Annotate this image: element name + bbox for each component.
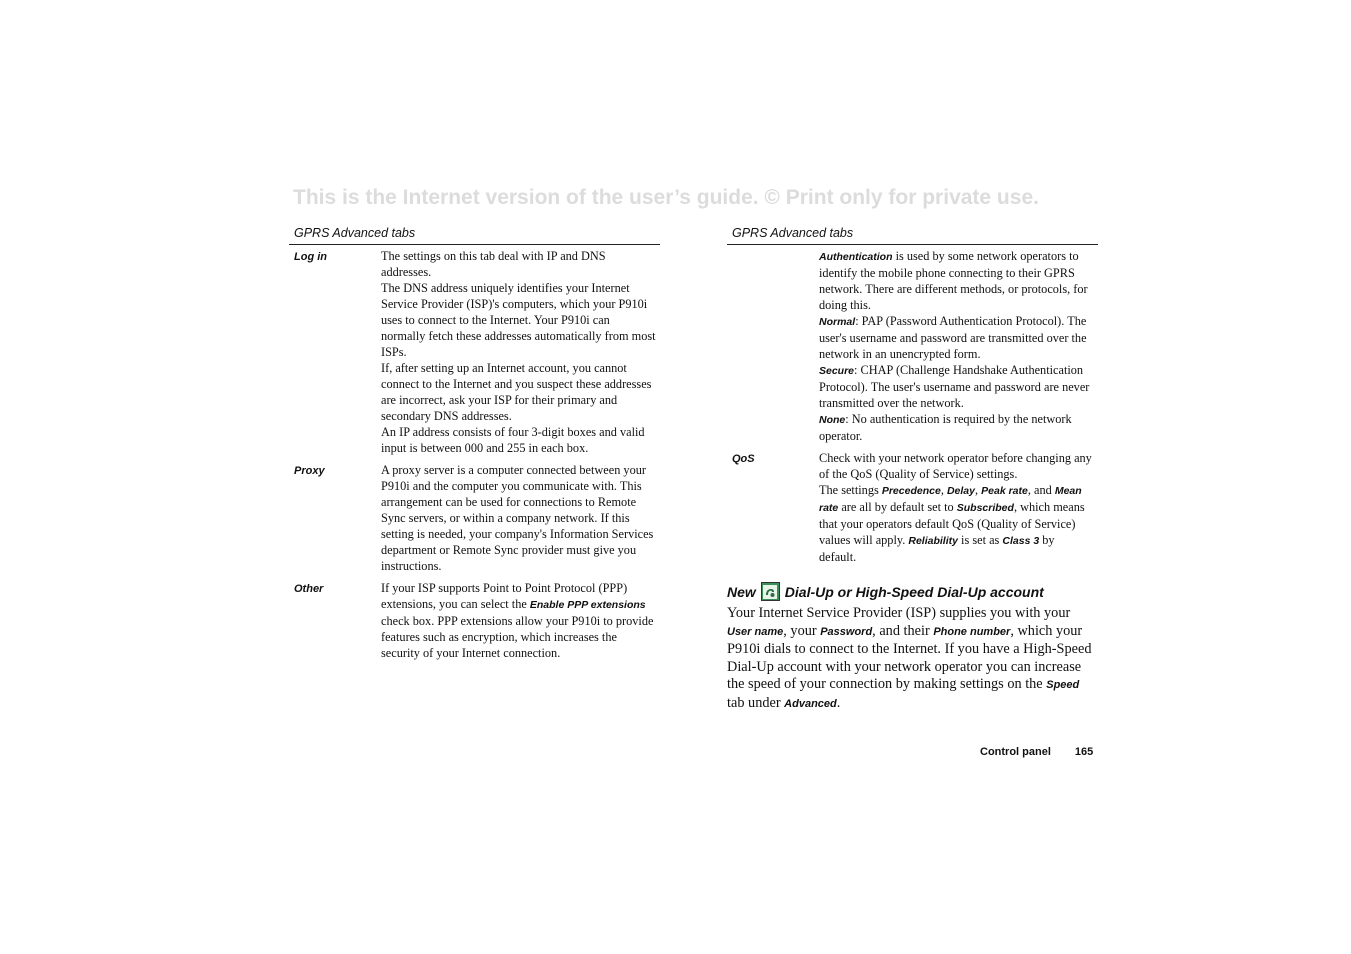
text: tab under <box>727 694 785 711</box>
text: The settings <box>819 483 882 497</box>
text: , <box>940 483 947 497</box>
ui-subscribed: Subscribed <box>956 502 1014 514</box>
text: : CHAP (Challenge Handshake Authentication Protocol). The user's username and password are never transmitted over the network. <box>819 363 1090 410</box>
section-body <box>727 605 1098 714</box>
left-table-header: GPRS Advanced tabs <box>289 226 660 245</box>
left-column <box>289 226 660 661</box>
text: , and <box>1027 483 1055 497</box>
desc-log-in <box>381 248 660 456</box>
ui-phone-number: Phone number <box>933 625 1011 638</box>
watermark: This is the Internet version of the user’s guide. © Print only for private use. <box>293 186 1039 209</box>
text: check box. PPP extensions allow your P910i to provide features such as encryption, which increases the security of your Internet connection. <box>381 614 654 660</box>
row-log-in <box>289 248 660 456</box>
ui-user-name: User name <box>727 625 784 638</box>
text: If your ISP supports Point to Point Protocol (PPP) extensions, you can select the <box>381 581 628 611</box>
ui-reliability: Reliability <box>908 535 958 547</box>
ui-delay: Delay <box>946 485 975 497</box>
dialup-account-icon <box>761 582 780 601</box>
auth-para-none <box>819 411 1094 444</box>
ui-authentication: Authentication <box>819 251 893 263</box>
ui-mean-rate: Mean rate <box>819 485 1082 514</box>
text: , which means that your operators default QoS (Quality of Service) values will apply. <box>819 500 1085 547</box>
proxy-para-1: A proxy server is a computer connected between your P910i and the computer you communicate with. This arrangement can be used for connections to Remote Sync servers, or within a company network. If this setting is needed, your company's Information Services department or Remote Sync provider must give you instructions. <box>381 463 654 573</box>
term-other: Other <box>294 583 324 595</box>
text: , <box>975 483 982 497</box>
ui-peak-rate: Peak rate <box>981 485 1028 497</box>
term-empty <box>727 248 819 444</box>
ui-secure: Secure <box>819 365 855 377</box>
text: is used by some network operators to identify the mobile phone connecting to their GPRS network. There are different methods, or protocols, for doing this. <box>819 249 1088 312</box>
text: : No authentication is required by the network operator. <box>819 412 1072 443</box>
desc-other <box>381 580 660 661</box>
right-table-header: GPRS Advanced tabs <box>727 226 1098 245</box>
term-log-in: Log in <box>294 251 327 263</box>
desc-authentication <box>819 248 1098 444</box>
log-in-para-2: The DNS address uniquely identifies your Internet Service Provider (ISP)'s computers, which your P910i uses to connect to the Internet. Your P910i can normally fetch these addresses automatically from most ISPs. <box>381 281 656 359</box>
text: . <box>836 694 841 711</box>
desc-qos <box>819 450 1098 565</box>
heading-title: Dial-Up or High-Speed Dial-Up account <box>784 583 1044 600</box>
log-in-para-3: If, after setting up an Internet account, you cannot connect to the Internet and you suspect these addresses are incorrect, ask your ISP for their primary and secondary DNS addresses. <box>381 361 652 423</box>
other-para-1 <box>381 580 656 661</box>
heading-new: New <box>727 583 756 600</box>
text: : PAP (Password Authentication Protocol). The user's username and password are transmitted over the network in an unencrypted form. <box>819 314 1087 361</box>
ui-none: None <box>819 414 846 426</box>
text: are all by default set to <box>838 500 957 514</box>
ui-speed: Speed <box>1046 679 1080 692</box>
ui-class-3: Class 3 <box>1002 535 1040 547</box>
right-column <box>727 226 1098 714</box>
ui-precedence: Precedence <box>881 485 941 497</box>
ui-enable-ppp-extensions: Enable PPP extensions <box>529 599 646 611</box>
page-footer <box>980 746 1093 758</box>
ui-normal: Normal <box>819 316 856 328</box>
log-in-para-4: An IP address consists of four 3-digit boxes and valid input is between 000 and 255 in each box. <box>381 425 645 455</box>
qos-para-2 <box>819 482 1094 565</box>
auth-para-1 <box>819 248 1094 313</box>
text: Your Internet Service Provider (ISP) supplies you with your <box>727 605 1071 621</box>
desc-proxy <box>381 462 660 574</box>
term-qos: QoS <box>732 453 755 465</box>
text: is set as <box>957 533 1003 547</box>
ui-advanced: Advanced <box>784 697 837 710</box>
text: , your <box>783 622 821 639</box>
page-number: 165 <box>1074 746 1094 758</box>
footer-section: Control panel <box>980 746 1051 758</box>
term-proxy: Proxy <box>294 465 325 477</box>
row-other <box>289 580 660 661</box>
auth-para-secure <box>819 362 1094 411</box>
text: , and their <box>872 622 934 639</box>
text: , which your P910i dials to connect to the Internet. If you have a High-Speed Dial-Up account with your network operator you can increase the speed of your connection by making settings on the <box>727 622 1092 693</box>
log-in-para-1: The settings on this tab deal with IP and DNS addresses. <box>381 249 606 279</box>
ui-password: Password <box>820 625 873 638</box>
section-heading <box>727 582 1098 601</box>
text: by default. <box>819 533 1055 564</box>
row-qos <box>727 450 1098 565</box>
auth-para-normal <box>819 313 1094 362</box>
row-proxy <box>289 462 660 574</box>
qos-para-1: Check with your network operator before changing any of the QoS (Quality of Service) settings. <box>819 451 1092 481</box>
row-authentication <box>727 248 1098 444</box>
